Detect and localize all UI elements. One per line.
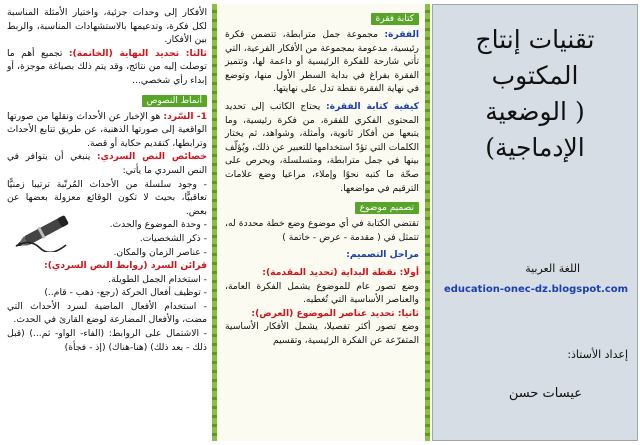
feature-item: - وحدة الموضوع والحدث. — [109, 219, 207, 231]
features-intro: ينبغي أن يتوافر في النص السردي ما يأتي: — [7, 151, 207, 176]
conclusion-heading: ثالثا: تحديد النهاية (الخاتمة): — [68, 47, 208, 59]
stages-heading: مراحل التصميم: — [346, 249, 419, 261]
pen-icon — [10, 212, 80, 252]
clue-item: - استخدام الجمل الطويلة. — [108, 273, 207, 285]
design-intro: تقتضي الكتابة في أي موضوع وضع خطة محددة له، تتمثل في ( مقدمة - عرض - خاتمة ) — [225, 218, 419, 243]
clue-item: - الاشتمال على الروابط: (الفاء- الواو- ثم...) (قبل ذلك - بعد ذلك) (هنا-هناك) (إذ - فجأة) — [7, 328, 207, 353]
column-divider — [212, 4, 217, 441]
section-tag-paragraph: كتابة فقرة — [371, 13, 419, 25]
prepared-by-label: إعداد الأستاذ: — [567, 348, 628, 361]
narration-paragraph — [7, 110, 207, 151]
paragraph-definition — [225, 28, 419, 96]
title-line: تقنيات إنتاج — [475, 25, 595, 54]
middle-column — [219, 4, 425, 441]
website-link[interactable]: education-onec-dz.blogspot.com — [443, 284, 629, 295]
column-divider — [425, 4, 430, 441]
cover-title — [440, 22, 630, 166]
title-line: ( الوضعية — [485, 97, 585, 126]
features-paragraph — [7, 150, 207, 177]
narration-heading: 1- السّرد: — [163, 110, 207, 122]
stage2-text: وضع تصور أكثر تفصيلا، يشمل الأفكار الأساسية المتفرّعة عن الفكرة الرئيسية، وتقسيم — [225, 321, 419, 346]
howto-text: يحتاج الكاتب إلى تحديد المحتوى الفكري للفقرة، من فكرة رئيسية، وما يتبعها من أفكار ثانوية، وأمثلة، وشواهد، ثم يختار الكلمات التي تؤدّ استخدامها للتعبير عن ذلك، ويُؤلّف بينها في جمل مترابطة، ومتسلسلة، ويحرص على صحّة ما كتبه نحوًا وإملاء، مراعيا وضع علامات الترقيم في مواضعها. — [225, 100, 419, 194]
features-heading: خصائص النص السردي: — [96, 151, 207, 163]
stage1-text: وضع تصور عام للموضوع يشمل الفكرة العامة، والعناصر الأساسية التي تُغطيه. — [225, 280, 419, 306]
paragraph-heading: الفقرة: — [384, 29, 420, 40]
stage2-heading: ثانيا: تحديد عناصر الموضوع (العرض): — [251, 307, 419, 319]
feature-item: - وجود سلسلة من الأحداث المُرتّبة ترتيبا زمنيًّا تعاقبيًّا، بحيث لا تكون الوقائع معزولة بعضها عن بعض. — [7, 178, 207, 217]
section-tag-design: تصميم موضوع — [355, 202, 419, 214]
clues-heading: قرائن السرد (روابط النص السردي): — [44, 260, 207, 272]
continued-text: الأفكار إلى وحدات جزئية، واختيار الأمثلة المناسبة لكل فكرة، وتدعيمها بالاستشهادات المناسبة، والربط بين الأفكار. — [7, 7, 207, 46]
conclusion-text: تجميع أهم ما توصلت إليه من نتائج، وقد يتم ذلك بصياغة موجزة، أو إبداء رأي شخصي... — [7, 47, 207, 86]
title-line: المكتوب — [491, 61, 579, 90]
section-tag-patterns: أنماط النصوص — [142, 95, 207, 107]
feature-item: - ذكر الشخصيات. — [139, 232, 207, 244]
paragraph-howto — [225, 100, 419, 195]
paragraph-text: مجموعة جمل مترابطة، تتضمن فكرة رئيسية، مدعومة بمجموعة من الأفكار الفرعية، التي تأتي شارحة للفكرة الرئيسية أو داعمة لها، وتتميز الفقرة بفراغ في بداية السطر الأول منها، وتوضع في نهاية الفقرة نقطة تدل على نهايتها. — [225, 29, 419, 95]
stage1-heading: أولا: نقطة البداية (تحديد المقدمة): — [262, 266, 419, 278]
conclusion-paragraph — [7, 47, 207, 88]
clue-item: - توظيف أفعال الحركة (رجع- ذهب - قام..) — [44, 287, 207, 299]
subject-label: اللغة العربية — [525, 262, 580, 275]
author-name: عيسات حسن — [508, 386, 582, 401]
howto-heading: كيفية كتابة الفقرة: — [325, 100, 419, 112]
narration-text: هو الإخبار عن الأحداث ونقلها من صورتها الواقعية إلى صورتها الذهنية، عن طريق تتابع الأحداث وترابطها، كتقديم حكاية أو قصة. — [7, 110, 207, 149]
feature-item: - عناصر الزمان والمكان. — [113, 246, 207, 258]
clue-item: - استخدام الأفعال الماضية لسرد الأحداث التي مضت، والأفعال المضارعة لوضع القارئ في الحدث. — [7, 300, 207, 326]
title-line: الإدماجية) — [485, 133, 585, 162]
